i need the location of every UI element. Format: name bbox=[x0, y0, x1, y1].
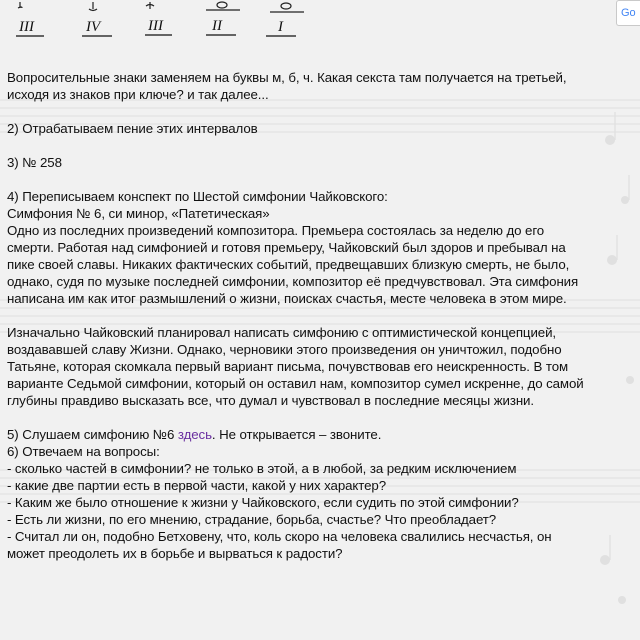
task-6-heading: 6) Отвечаем на вопросы: bbox=[7, 444, 160, 459]
lesson-content bbox=[7, 69, 592, 562]
question-item: - какие две партии есть в первой части, какой у них характер? bbox=[7, 478, 386, 493]
degree-label: I bbox=[278, 19, 283, 35]
degree-label: III bbox=[19, 19, 34, 35]
question-item: - Каким же было отношение к жизни у Чайковского, если судить по этой симфонии? bbox=[7, 495, 519, 510]
symphony-summary: Одно из последних произведений композитора. Премьера состоялась за неделю до его смерти. Работая над симфонией и готовя премьеру, Чайковский был здоров и пребывал на пике своей славы. Никаких фактических событий, предвещавших близкую смерть, не было, однако, судя по музыке последней симфонии, композитор её предчувствовал. Эта симфония написана им как итог размышлений о жизни, поисках счастья, месте человека в этом мире. bbox=[7, 223, 579, 306]
question-item: - Есть ли жизни, по его мнению, страдание, борьба, счастье? Что преобладает? bbox=[7, 512, 497, 527]
task-5 bbox=[7, 426, 592, 443]
listen-link[interactable]: здесь bbox=[177, 427, 212, 442]
google-translate-button[interactable] bbox=[616, 0, 640, 26]
task-2: 2) Отрабатываем пение этих интервалов bbox=[7, 121, 258, 136]
symphony-history: Изначально Чайковский планировал написать симфонию с оптимистической концепцией, воздававшей славу Жизни. Однако, черновики этого произведения он уничтожил, подобно Татьяне, которая скомкала первый вариант письма, почувствовав его неискренность. В том варианте Седьмой симфонии, который он оставил нам, композитор сумел искренне, до самой глубины правдиво высказать все, что думал и чувствовал в последние месяцы жизни. bbox=[7, 325, 584, 408]
paragraph-intervals: Вопросительные знаки заменяем на буквы м, б, ч. Какая секста там получается на третьей, исходя из знаков при ключе? и так далее... bbox=[7, 70, 567, 102]
task-4-heading: 4) Переписываем конспект по Шестой симфонии Чайковского: bbox=[7, 189, 388, 204]
degree-label: IV bbox=[86, 19, 101, 35]
task-5-text: 5) Слушаем симфонию №6 bbox=[7, 427, 178, 442]
question-item: - сколько частей в симфонии? не только в этой, а в любой, за редким исключением bbox=[7, 461, 517, 476]
notation-fragment bbox=[0, 0, 320, 50]
degree-label: III bbox=[148, 18, 163, 34]
degree-label: II bbox=[212, 18, 222, 34]
google-label: Go bbox=[621, 7, 636, 19]
question-item: - Считал ли он, подобно Бетховену, что, коль скоро на человека свалились несчастья, он может преодолеть их в борьбе и вырваться к радости? bbox=[7, 529, 552, 561]
task-5-note: . Не открывается – звоните. bbox=[211, 427, 382, 442]
task-3: 3) № 258 bbox=[7, 155, 62, 170]
symphony-title: Симфония № 6, си минор, «Патетическая» bbox=[7, 206, 270, 221]
